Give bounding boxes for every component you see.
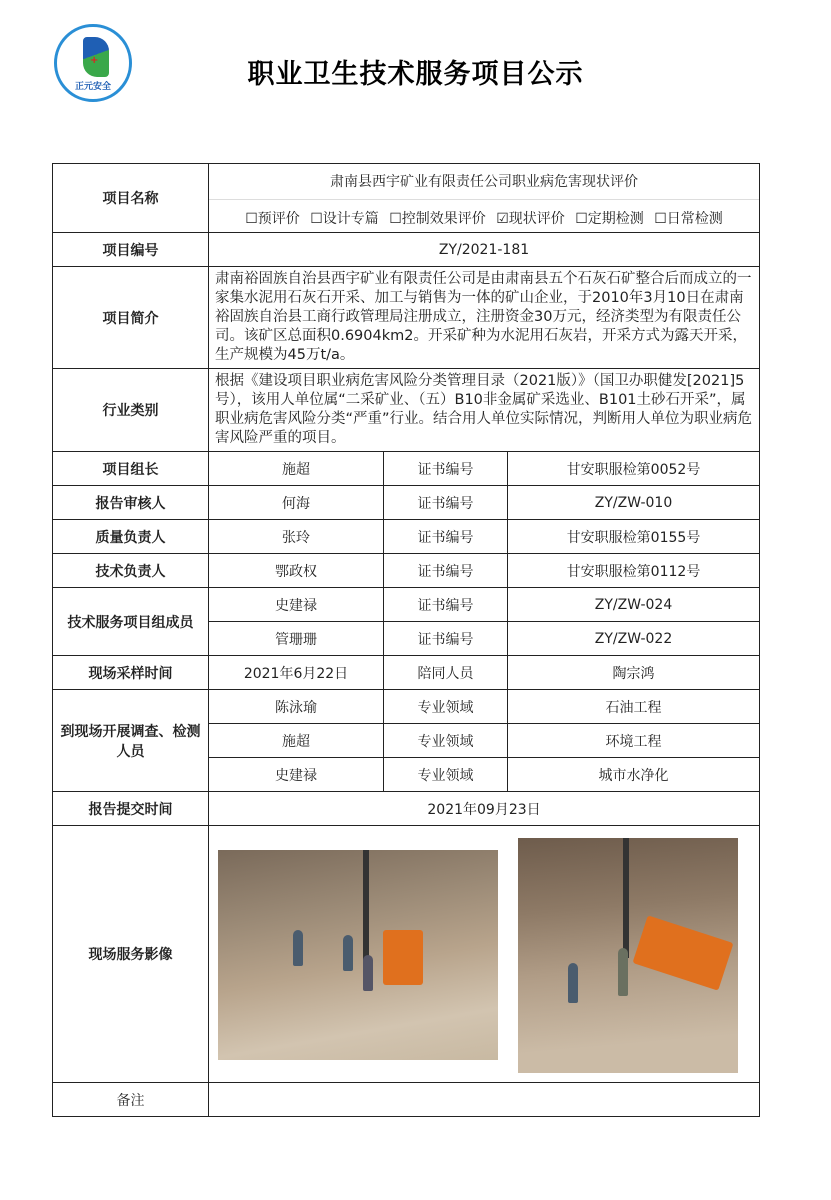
field-value: 城市水净化	[508, 758, 760, 792]
project-intro: 肃南裕固族自治县西宇矿业有限责任公司是由肃南县五个石灰石矿整合后而成立的一家集水泥用石灰石开采、加工与销售为一体的矿山企业，于2010年3月10日在肃南裕固族自治县工商行政管理局注册成立，注册资金30万元，经济类型为有限责任公司。该矿区总面积0.6904km2。开采矿种为水泥用石灰岩，开采方式为露天开采，生产规模为45万t/a。	[209, 267, 760, 369]
label: 项目编号	[53, 233, 209, 267]
industry-category: 根据《建设项目职业病危害风险分类管理目录（2021版）》（国卫办职健发[2021]5号），该用人单位属“二采矿业、（五）B10非金属矿采选业、B101土砂石开采”，属职业病危害风险分类“严重”行业。结合用人单位实际情况，判断用人单位为职业病危害风险严重的项目。	[209, 369, 760, 452]
label: 到现场开展调查、检测人员	[53, 690, 209, 792]
companion-label: 陪同人员	[384, 656, 508, 690]
cert-label: 证书编号	[384, 520, 508, 554]
person-name: 张玲	[209, 520, 384, 554]
field-value: 石油工程	[508, 690, 760, 724]
row-project-name	[53, 164, 760, 233]
person-name: 陈泳瑜	[209, 690, 384, 724]
person-name: 史建禄	[209, 758, 384, 792]
label: 报告审核人	[53, 486, 209, 520]
cert-number: ZY/ZW-010	[508, 486, 760, 520]
field-label: 专业领域	[384, 690, 508, 724]
site-photo-2	[518, 838, 738, 1073]
label: 项目组长	[53, 452, 209, 486]
label: 技术服务项目组成员	[53, 588, 209, 656]
remark-value	[209, 1083, 760, 1117]
logo-text: 正元安全	[74, 82, 111, 92]
field-label: 专业领域	[384, 724, 508, 758]
cert-label: 证书编号	[384, 588, 508, 622]
label: 技术负责人	[53, 554, 209, 588]
cert-number: ZY/ZW-024	[508, 588, 760, 622]
person-name: 何海	[209, 486, 384, 520]
label: 行业类别	[53, 369, 209, 452]
company-logo: + 正元安全	[54, 24, 132, 102]
field-label: 专业领域	[384, 758, 508, 792]
evaluation-type-options: ☐预评价 ☐设计专篇 ☐控制效果评价 ☑现状评价 ☐定期检测 ☐日常检测	[245, 210, 723, 227]
label: 项目名称	[53, 164, 209, 233]
submit-date: 2021年09月23日	[209, 792, 760, 826]
sampling-date: 2021年6月22日	[209, 656, 384, 690]
cert-number: 甘安职服检第0052号	[508, 452, 760, 486]
person-name: 史建禄	[209, 588, 384, 622]
cert-label: 证书编号	[384, 622, 508, 656]
person-name: 管珊珊	[209, 622, 384, 656]
person-name: 施超	[209, 452, 384, 486]
cert-number: 甘安职服检第0155号	[508, 520, 760, 554]
label: 现场采样时间	[53, 656, 209, 690]
cert-label: 证书编号	[384, 486, 508, 520]
person-name: 施超	[209, 724, 384, 758]
person-name: 鄂政权	[209, 554, 384, 588]
cert-number: 甘安职服检第0112号	[508, 554, 760, 588]
project-name: 肃南县西宇矿业有限责任公司职业病危害现状评价	[209, 165, 759, 200]
label: 质量负责人	[53, 520, 209, 554]
cert-number: ZY/ZW-022	[508, 622, 760, 656]
label: 备注	[53, 1083, 209, 1117]
label: 现场服务影像	[53, 826, 209, 1083]
site-photo-1	[218, 850, 498, 1060]
field-value: 环境工程	[508, 724, 760, 758]
project-number: ZY/2021-181	[209, 233, 760, 267]
label: 项目简介	[53, 267, 209, 369]
companion-name: 陶宗鸿	[508, 656, 760, 690]
cert-label: 证书编号	[384, 554, 508, 588]
page-title: 职业卫生技术服务项目公示	[247, 59, 584, 90]
label: 报告提交时间	[53, 792, 209, 826]
cert-label: 证书编号	[384, 452, 508, 486]
